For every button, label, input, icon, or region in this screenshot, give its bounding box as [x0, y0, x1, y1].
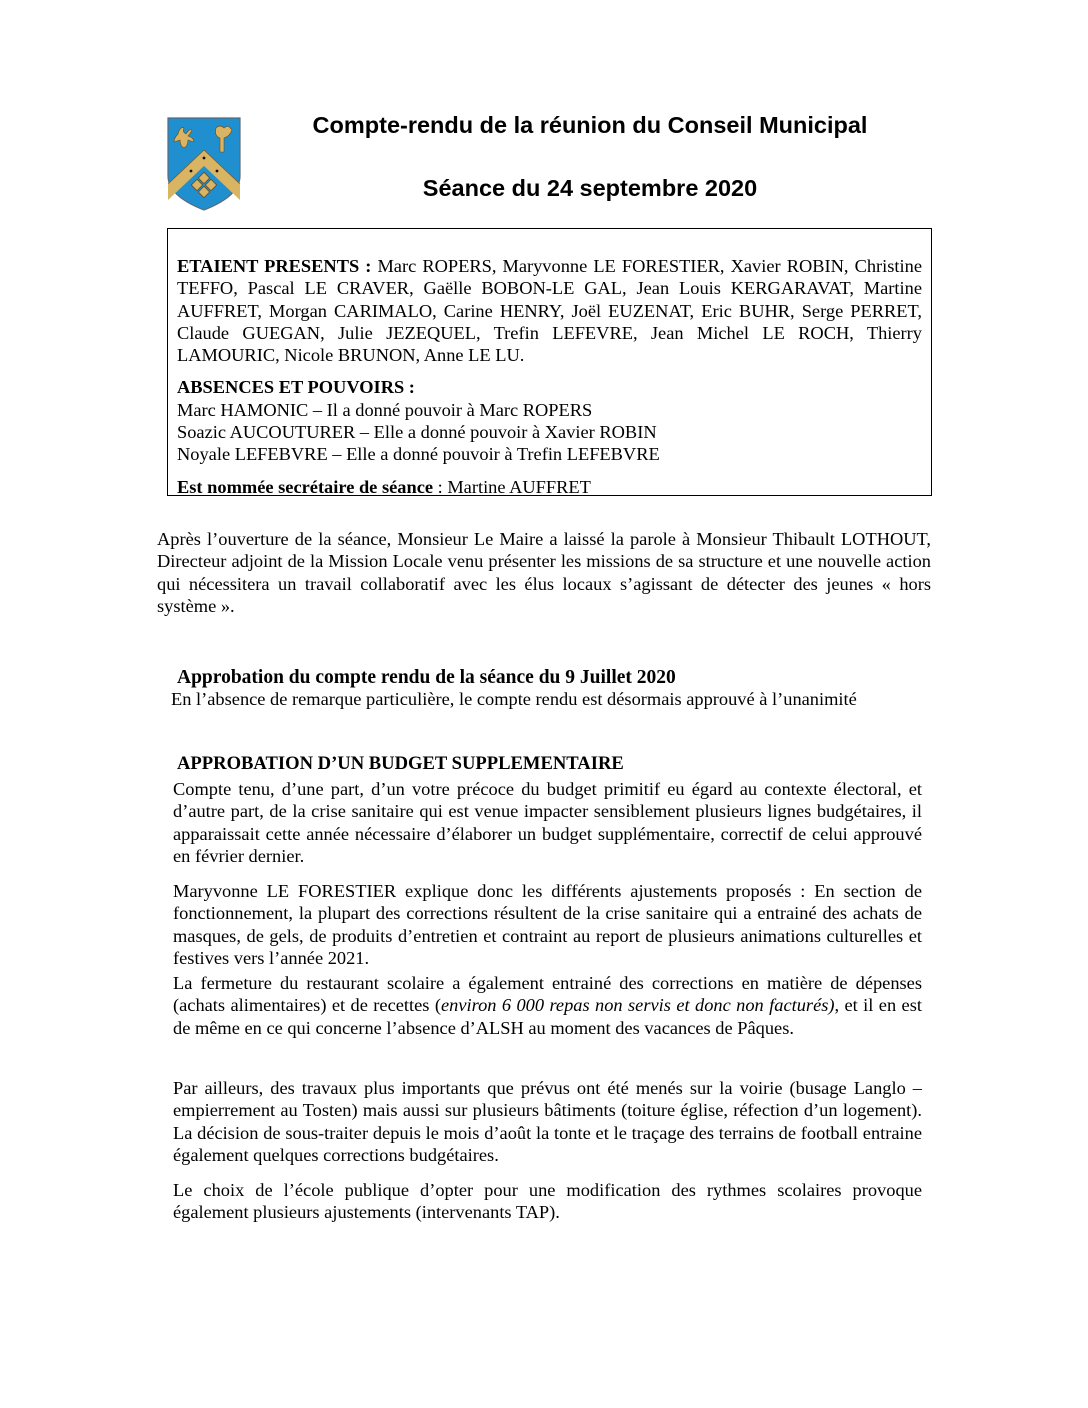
budget-paragraph-5: Le choix de l’école publique d’opter pour une modification des rythmes scolaires provoque également plusieurs ajustements (intervenants TAP). [173, 1180, 922, 1223]
document-title: Compte-rendu de la réunion du Conseil Municipal [312, 112, 868, 138]
approval-heading: Approbation du compte rendu de la séance du 9 Juillet 2020 [177, 667, 676, 688]
session-date: Séance du 24 septembre 2020 [422, 175, 758, 201]
budget-paragraph-3 [173, 972, 922, 1039]
municipal-coat-of-arms-icon [164, 114, 244, 212]
budget-paragraph-2: Maryvonne LE FORESTIER explique donc les différents ajustements proposés : En section de fonctionnement, la plupart des corrections résultent de la crise sanitaire qui a entrainé des achats de masques, de gels, de produits d’entretien et contraint au report de plusieurs animations culturelles et festives vers l’année 2021. [173, 881, 922, 968]
budget-paragraph-1: Compte tenu, d’une part, d’un votre précoce du budget primitif eu égard au contexte électoral, et d’autre part, de la crise sanitaire qui est venue impacter sensiblement plusieurs lignes budgétaires, il apparaissait cette année nécessaire d’élaborer un budget supplémentaire, correctif de celui approuvé en février dernier. [173, 779, 922, 866]
absence-item: Noyale LEFEBVRE – Elle a donné pouvoir à Trefin LEFEBVRE [177, 444, 660, 465]
budget-paragraph-3-start: La fermeture du restaurant scolaire a également entrainé des corrections en matière de dépenses (achats alimentaires) et de recettes ( [173, 973, 922, 1016]
intro-paragraph: Après l’ouverture de la séance, Monsieur Le Maire a laissé la parole à Monsieur Thibault LOTHOUT, Directeur adjoint de la Mission Locale venu présenter les missions de sa structure et une nouvelle action qui nécessitera un travail collaboratif avec les élus locaux s’agissant de détecter des jeunes « hors système ». [157, 529, 931, 616]
budget-heading: APPROBATION D’UN BUDGET SUPPLEMENTAIRE [177, 753, 624, 774]
absence-item: Soazic AUCOUTURER – Elle a donné pouvoir à Xavier ROBIN [177, 422, 657, 443]
attendance-box [167, 228, 932, 496]
present-members [177, 255, 922, 366]
budget-paragraph-3-end: , et il en est de même en ce qui concerne l’absence d’ALSH au moment des vacances de Pâques. [173, 995, 922, 1038]
absence-item: Marc HAMONIC – Il a donné pouvoir à Marc ROPERS [177, 399, 593, 420]
approval-text: En l’absence de remarque particulière, le compte rendu est désormais approuvé à l’unanimité [171, 689, 857, 709]
secretary-name: : Martine AUFFRET [433, 476, 591, 497]
present-label: ETAIENT PRESENTS : [177, 256, 372, 276]
secretary-label: Est nommée secrétaire de séance [177, 476, 434, 497]
secretary-line [177, 476, 922, 498]
budget-paragraph-4: Par ailleurs, des travaux plus importants que prévus ont été menés sur la voirie (busage Langlo – empierrement au Tosten) mais aussi sur plusieurs bâtiments (toiture église, réfection d’un logement). La décision de sous-traiter depuis le mois d’août la tonte et le traçage des terrains de football entraine également quelques corrections budgétaires. [173, 1078, 922, 1165]
absences-label: ABSENCES ET POUVOIRS : [177, 377, 415, 398]
budget-paragraph-3-italic: environ 6 000 repas non servis et donc non facturés) [440, 995, 835, 1016]
present-names: Marc ROPERS, Maryvonne LE FORESTIER, Xavier ROBIN, Christine TEFFO, Pascal LE CRAVER, Gaëlle BOBON-LE GAL, Jean Louis KERGARAVAT, Martine AUFFRET, Morgan CARIMALO, Carine HENRY, Joël EUZENAT, Eric BUHR, Serge PERRET, Claude GUEGAN, Julie JEZEQUEL, Trefin LEFEVRE, Jean Michel LE ROCH, Thierry LAMOURIC, Nicole BRUNON, Anne LE LU. [177, 256, 922, 366]
